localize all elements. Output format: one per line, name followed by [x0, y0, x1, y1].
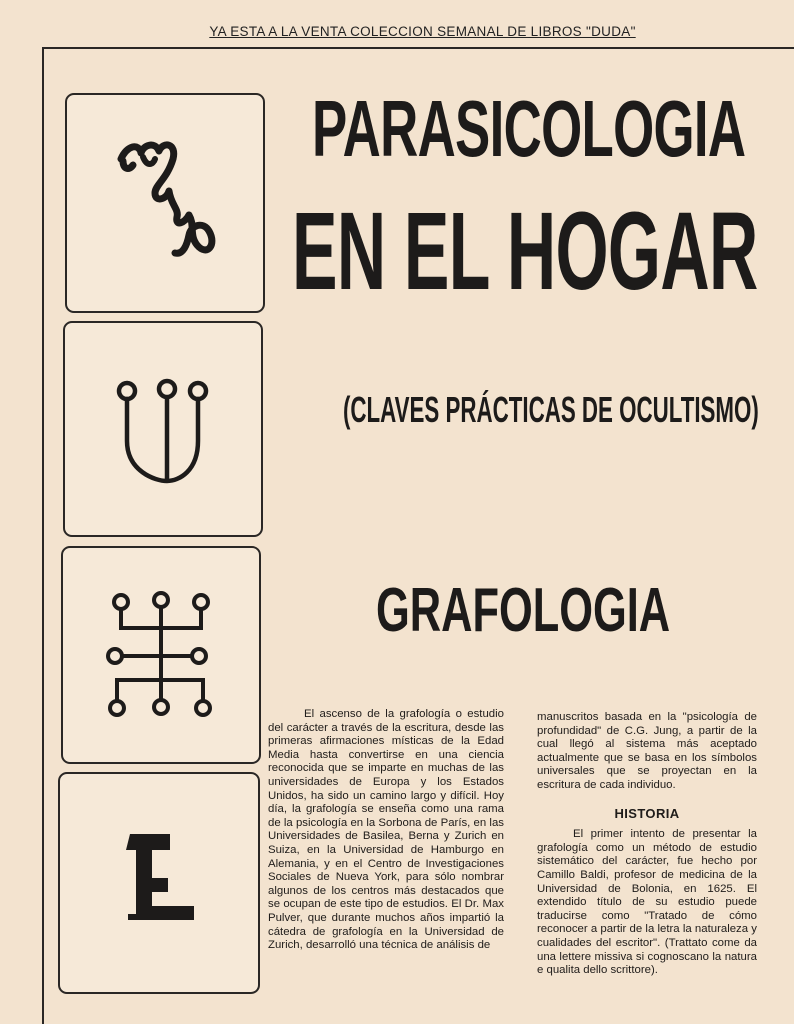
branched-cross-symbol-icon: [63, 548, 259, 762]
trident-symbol-icon: [65, 323, 261, 535]
frame-top-rule: [42, 47, 794, 49]
article-paragraph: El ascenso de la grafología o estudio del carácter a través de la escritura, desde las primeras afirmaciones místicas de la Edad Media hasta convertirse en una ciencia reconocida que se imparte en muchas de las universidades de Europa y los Estados Unidos, ha sido un camino largo y difícil. Hoy día, la grafología se enseña como una rama de la psicología en la Sorbona de París, en las Universidades de Basilea, Berna y Zurich en Suiza, en la Universidad de Hamburgo en Alemania, y en el Centro de Investigaciones Sociales de Nueva York, para sólo nombrar algunos de los centros más destacados que se ocupan de este tipo de estudios. El Dr. Max Pulver, que durante muchos años impartió la cátedra de grafología en la Universidad de Zurich, desarrolló una técnica de análisis de: [268, 708, 504, 952]
cursive-m-symbol-icon: [67, 95, 263, 311]
banner-text: YA ESTA A LA VENTA COLECCION SEMANAL DE LIBROS "DUDA": [209, 24, 636, 39]
symbol-box-4: [58, 772, 260, 994]
section-title: GRAFOLOGIA: [376, 576, 671, 645]
symbol-box-1: [65, 93, 265, 313]
article-column-1: [268, 708, 504, 1008]
section-heading-historia: HISTORIA: [614, 805, 680, 821]
title-line-1: PARASICOLOGIA: [312, 84, 746, 173]
letter-e-symbol-icon: [60, 774, 258, 992]
article-paragraph: manuscritos basada en la "psicología de profundidad" de C.G. Jung, a partir de la cual llegó al sistema más aceptado actualmente que se basa en los símbolos universales que se proyectan en la escritura de cada individuo.: [537, 711, 757, 791]
article-paragraph: El primer intento de presentar la grafología como un método de estudio sistemático del carácter, fue hecho por Camillo Baldi, profesor de medicina de la Universidad de Bolonia, en 1625. El extendido título de su estudio puede traducirse como "Tratado de cómo reconocer a partir de la letra la naturaleza y cualidades del escritor". (Trattato come da una lettere missiva si cognoscano la natura e qualita dello scrittore).: [537, 828, 757, 977]
title-line-2: EN EL HOGAR: [292, 190, 758, 313]
frame-left-rule: [42, 47, 44, 1024]
subtitle: (CLAVES PRÁCTICAS DE OCULTISMO): [343, 389, 759, 430]
article-column-2: [537, 711, 757, 978]
symbol-box-3: [61, 546, 261, 764]
symbol-box-2: [63, 321, 263, 537]
